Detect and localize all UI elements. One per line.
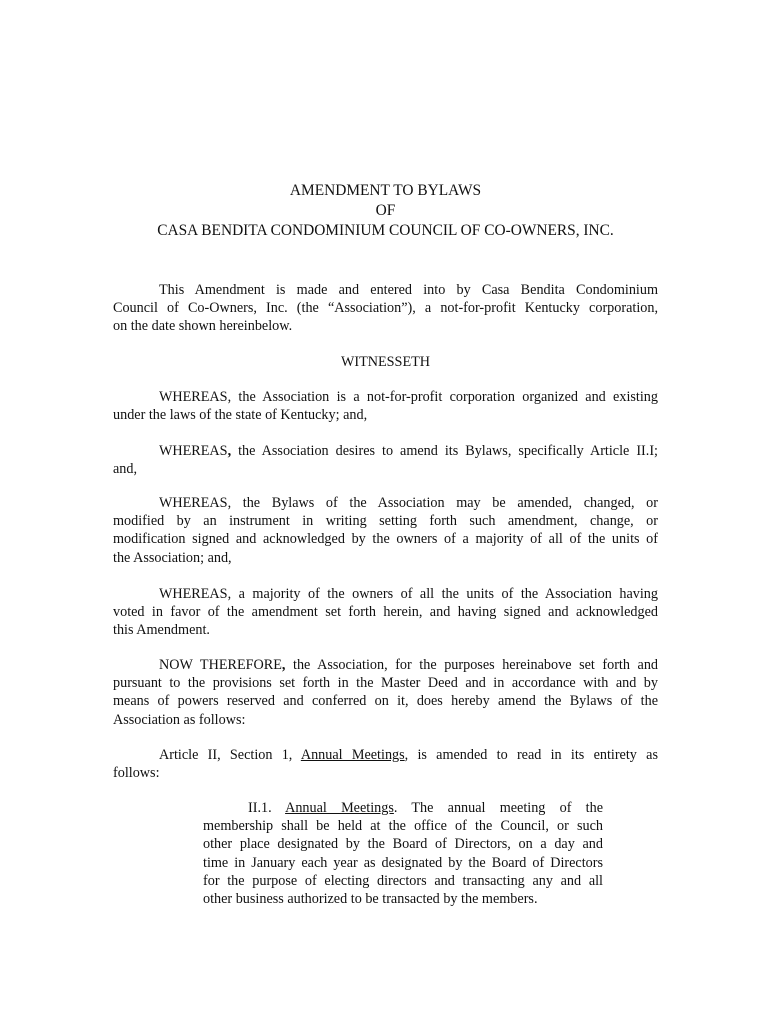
whereas2-line-2: and, (113, 461, 138, 478)
whereas-paragraph-1 (113, 388, 658, 424)
whereas2-comma: , (227, 443, 232, 459)
whereas-paragraph-3 (113, 494, 658, 567)
whereas1-line-1: WHEREAS, the Association is a not-for-profit corporation organized and existing (159, 389, 658, 405)
witnesseth-heading: WITNESSETH (340, 354, 431, 370)
document-title (113, 181, 658, 241)
whereas1-line-2: under the laws of the state of Kentucky; and, (113, 407, 368, 424)
title-line-3: CASA BENDITA CONDOMINIUM COUNCIL OF CO-OWNERS, INC. (157, 222, 614, 239)
whereas4-line-1: WHEREAS, a majority of the owners of all the units of the Association having (159, 586, 658, 602)
whereas2-line-1: the Association desires to amend its Bylaws, specifically Article II.I; (231, 443, 658, 459)
nowtherefore-line-1: the Association, for the purposes hereinabove set forth and (285, 657, 659, 673)
nowtherefore-line-2: pursuant to the provisions set forth in the Master Deed and in accordance with and by (113, 675, 658, 692)
whereas3-line-3: modification signed and acknowledged by the owners of a majority of all of the units of (113, 531, 658, 548)
article-pre: Article II, Section 1, (159, 747, 301, 763)
title-line-1: AMENDMENT TO BYLAWS (289, 182, 482, 199)
quote-line-4: time in January each year as designated by the Board of Directors (203, 854, 603, 871)
document-page (113, 0, 658, 1024)
article-post: , is amended to read in its entirety as (404, 747, 658, 763)
now-therefore-paragraph (113, 656, 658, 729)
whereas3-line-2: modified by an instrument in writing setting forth such amendment, change, or (113, 513, 658, 530)
intro-line-1: This Amendment is made and entered into by Casa Bendita Condominium (159, 282, 658, 298)
intro-line-3: on the date shown hereinbelow. (113, 318, 293, 335)
amendment-quote (203, 799, 603, 908)
nowtherefore-line-4: Association as follows: (113, 711, 246, 728)
whereas4-line-2: voted in favor of the amendment set forth herein, and having signed and acknowledged (113, 604, 658, 621)
quote-heading: Annual Meetings (285, 800, 394, 816)
whereas-paragraph-4 (113, 585, 658, 640)
intro-paragraph (113, 281, 658, 336)
nowtherefore-comma: , (281, 657, 286, 673)
quote-line-6: other business authorized to be transacted by the members. (203, 891, 538, 908)
intro-line-2: Council of Co-Owners, Inc. (the “Association”), a not-for-profit Kentucky corporation, (113, 300, 658, 317)
quote-line-5: for the purpose of electing directors and transacting any and all (203, 872, 603, 889)
whereas3-line-4: the Association; and, (113, 549, 232, 566)
article-paragraph (113, 746, 658, 782)
article-line-2: follows: (113, 765, 160, 782)
quote-line-2: membership shall be held at the office of the Council, or such (203, 818, 603, 835)
title-line-2: OF (375, 202, 396, 219)
quote-number: II.1. (248, 800, 286, 816)
quote-line-1: . The annual meeting of the (393, 800, 603, 816)
nowtherefore-line-3: means of powers reserved and conferred on it, does hereby amend the Bylaws of the (113, 693, 658, 710)
whereas3-line-1: WHEREAS, the Bylaws of the Association may be amended, changed, or (159, 495, 658, 511)
quote-line-3: other place designated by the Board of Directors, on a day and (203, 836, 603, 853)
article-heading-underlined: Annual Meetings (300, 747, 405, 763)
whereas2-lead: WHEREAS (159, 443, 228, 459)
whereas-paragraph-2 (113, 442, 658, 478)
nowtherefore-lead: NOW THEREFORE (159, 657, 282, 673)
whereas4-line-3: this Amendment. (113, 622, 210, 639)
